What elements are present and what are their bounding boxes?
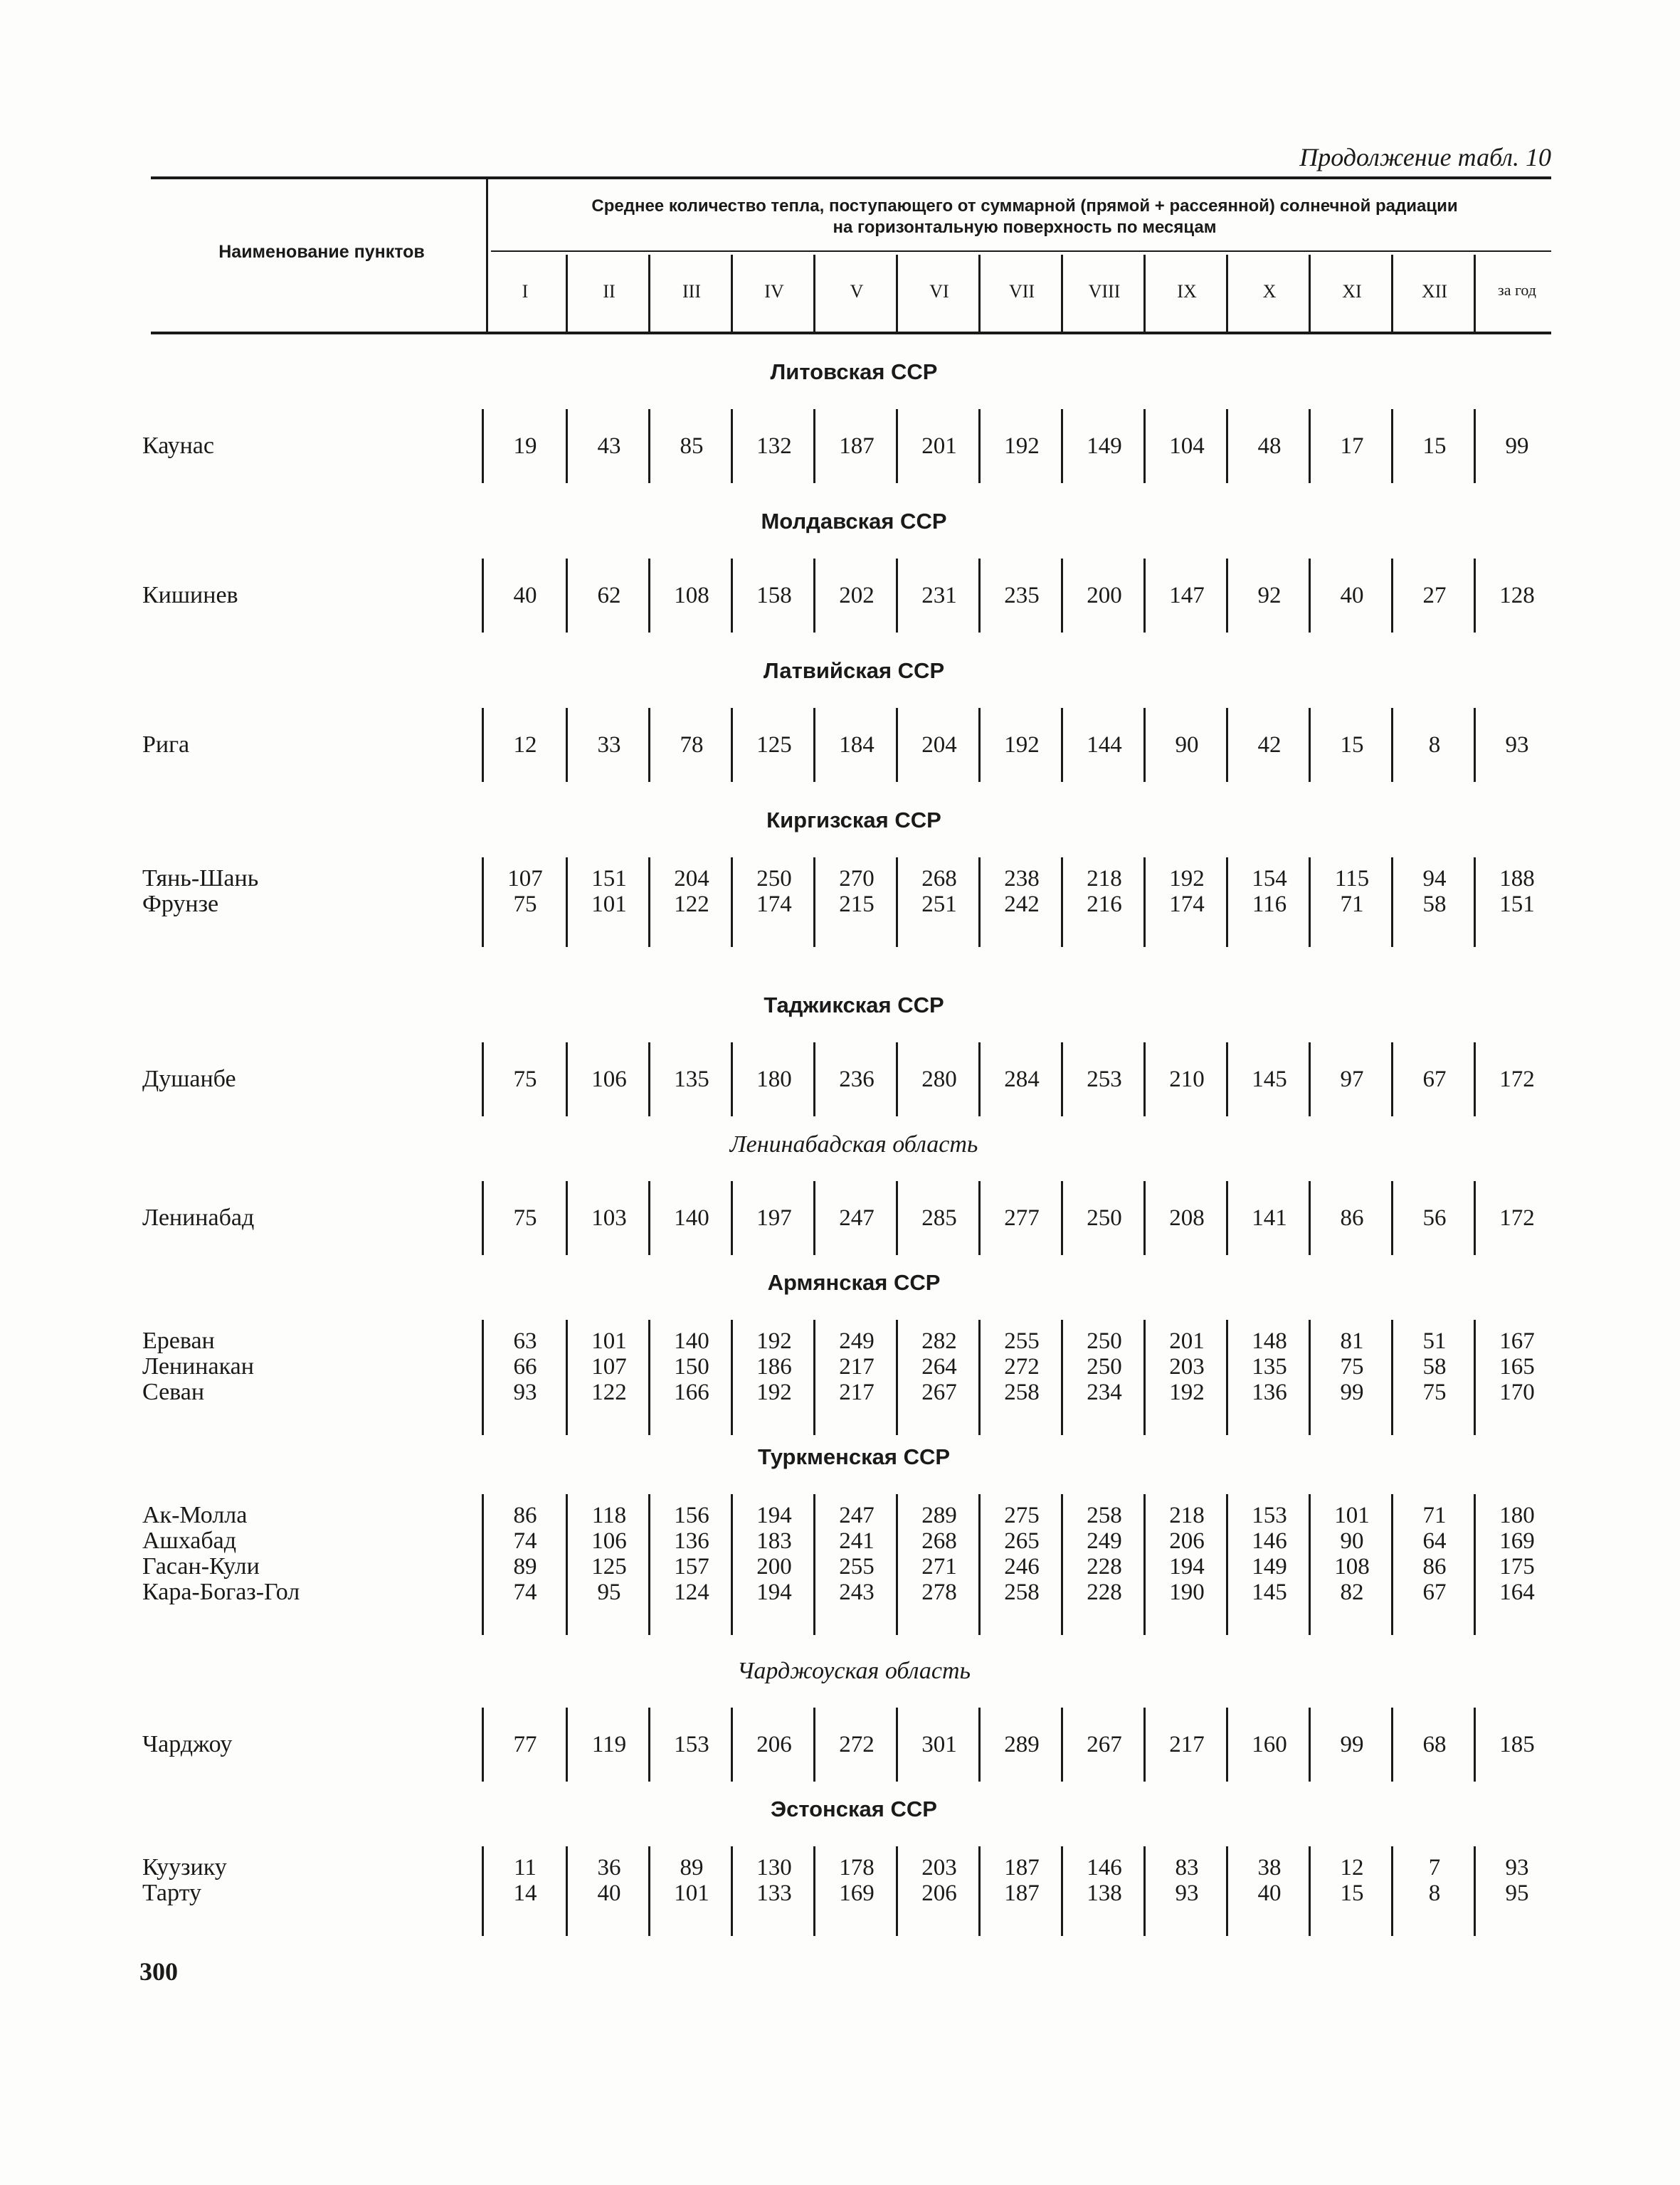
section-title: Туркменская ССР: [757, 1444, 951, 1469]
table-cell: 136: [1252, 1380, 1287, 1405]
table-cell: 125: [591, 1554, 627, 1580]
table-cell: 194: [1169, 1554, 1205, 1580]
table-cell: 217: [1169, 1732, 1205, 1757]
table-cell: 241: [839, 1528, 875, 1554]
table-cell: 242: [1004, 892, 1040, 917]
table-cell: 93: [1505, 1855, 1529, 1880]
month-header: VI: [929, 281, 949, 302]
table-cell: 58: [1422, 892, 1447, 917]
table-cell: 249: [1087, 1528, 1122, 1554]
section-title: Армянская ССР: [767, 1270, 941, 1295]
month-header: V: [850, 281, 864, 302]
month-header: IX: [1177, 281, 1197, 302]
table-cell: 169: [839, 1880, 875, 1906]
table-cell: 15: [1340, 1880, 1364, 1906]
continuation-label: Продолжение табл. 10: [1299, 143, 1551, 171]
table-cell: 38: [1257, 1855, 1282, 1880]
section-title: Ленинабадская область: [729, 1131, 978, 1158]
table-cell: 93: [513, 1380, 537, 1405]
table-cell: 172: [1499, 1205, 1535, 1231]
table-cell: 145: [1252, 1580, 1287, 1605]
table-cell: 247: [839, 1503, 875, 1528]
table-cell: 158: [756, 583, 792, 608]
month-header: VII: [1008, 281, 1035, 302]
table-cell: 150: [674, 1354, 709, 1380]
table-cell: 247: [839, 1205, 875, 1231]
table-cell: 115: [1334, 866, 1370, 892]
table-cell: 104: [1169, 433, 1205, 459]
table-cell: 183: [756, 1528, 792, 1554]
table-cell: 251: [921, 892, 957, 917]
table-cell: 122: [591, 1380, 627, 1405]
header-column-divider: [486, 179, 488, 332]
table-cell: 202: [839, 583, 875, 608]
table-cell: 203: [921, 1855, 957, 1880]
table-cell: 92: [1257, 583, 1282, 608]
table-cell: 170: [1499, 1380, 1535, 1405]
table-cell: 75: [513, 1067, 537, 1092]
table-cell: 128: [1499, 583, 1535, 608]
table-cell: 140: [674, 1205, 709, 1231]
table-cell: 216: [1087, 892, 1122, 917]
table-cell: 68: [1422, 1732, 1447, 1757]
table-cell: 12: [1340, 1855, 1364, 1880]
table-cell: 258: [1087, 1503, 1122, 1528]
table-cell: 27: [1422, 583, 1447, 608]
table-cell: 15: [1422, 433, 1447, 459]
table-cell: 250: [1087, 1328, 1122, 1354]
station-name: Фрунзе: [142, 891, 219, 917]
table-cell: 272: [1004, 1354, 1040, 1380]
table-cell: 83: [1175, 1855, 1199, 1880]
month-header: за год: [1498, 281, 1536, 299]
table-cell: 149: [1252, 1554, 1287, 1580]
table-cell: 63: [513, 1328, 537, 1354]
table-cell: 175: [1499, 1554, 1535, 1580]
table-cell: 265: [1004, 1528, 1040, 1554]
table-cell: 58: [1422, 1354, 1447, 1380]
table-cell: 208: [1169, 1205, 1205, 1231]
table-cell: 125: [756, 732, 792, 758]
table-cell: 255: [839, 1554, 875, 1580]
station-name: Ленинакан: [142, 1353, 254, 1380]
table-cell: 97: [1340, 1067, 1364, 1092]
table-cell: 201: [921, 433, 957, 459]
table-cell: 180: [756, 1067, 792, 1092]
table-cell: 217: [839, 1354, 875, 1380]
table-cell: 56: [1422, 1205, 1447, 1231]
table-cell: 217: [839, 1380, 875, 1405]
table-cell: 75: [513, 1205, 537, 1231]
table-cell: 187: [839, 433, 875, 459]
table-cell: 178: [839, 1855, 875, 1880]
table-cell: 75: [1340, 1354, 1364, 1380]
table-cell: 147: [1169, 583, 1205, 608]
section-title: Молдавская ССР: [761, 509, 947, 534]
table-cell: 106: [591, 1528, 627, 1554]
table-cell: 135: [674, 1067, 709, 1092]
table-cell: 275: [1004, 1503, 1040, 1528]
station-name: Душанбе: [142, 1066, 236, 1092]
table-cell: 238: [1004, 866, 1040, 892]
station-name: Куузику: [142, 1854, 227, 1880]
table-cell: 180: [1499, 1503, 1535, 1528]
table-cell: 278: [921, 1580, 957, 1605]
table-cell: 86: [1422, 1554, 1447, 1580]
table-cell: 192: [756, 1328, 792, 1354]
table-cell: 148: [1252, 1328, 1287, 1354]
table-cell: 8: [1428, 732, 1441, 758]
table-cell: 206: [756, 1732, 792, 1757]
table-cell: 188: [1499, 866, 1535, 892]
table-cell: 62: [597, 583, 621, 608]
header-divider: [491, 250, 1551, 252]
table-cell: 285: [921, 1205, 957, 1231]
table-cell: 145: [1252, 1067, 1287, 1092]
table-cell: 289: [921, 1503, 957, 1528]
table-title: [498, 196, 1551, 238]
top-rule: [151, 176, 1551, 179]
table-cell: 153: [674, 1732, 709, 1757]
table-cell: 101: [674, 1880, 709, 1906]
table-cell: 258: [1004, 1380, 1040, 1405]
table-cell: 89: [680, 1855, 704, 1880]
table-cell: 190: [1169, 1580, 1205, 1605]
table-cell: 141: [1252, 1205, 1287, 1231]
table-cell: 258: [1004, 1580, 1040, 1605]
table-cell: 255: [1004, 1328, 1040, 1354]
table-cell: 82: [1340, 1580, 1364, 1605]
table-cell: 153: [1252, 1503, 1287, 1528]
table-cell: 12: [513, 732, 537, 758]
table-cell: 151: [591, 866, 627, 892]
header-column-divider: [896, 255, 898, 332]
table-cell: 206: [1169, 1528, 1205, 1554]
table-cell: 194: [756, 1580, 792, 1605]
table-cell: 75: [1422, 1380, 1447, 1405]
table-cell: 101: [591, 892, 627, 917]
table-cell: 272: [839, 1732, 875, 1757]
header-column-divider: [813, 255, 815, 332]
table-cell: 268: [921, 1528, 957, 1554]
table-cell: 218: [1169, 1503, 1205, 1528]
table-cell: 201: [1169, 1328, 1205, 1354]
table-cell: 43: [597, 433, 621, 459]
table-cell: 67: [1422, 1580, 1447, 1605]
table-cell: 235: [1004, 583, 1040, 608]
table-cell: 284: [1004, 1067, 1040, 1092]
header-column-divider: [731, 255, 733, 332]
table-cell: 246: [1004, 1554, 1040, 1580]
station-name: Каунас: [142, 433, 214, 459]
table-cell: 106: [591, 1067, 627, 1092]
section-title: Латвийская ССР: [763, 658, 945, 683]
table-cell: 228: [1087, 1554, 1122, 1580]
table-cell: 200: [1087, 583, 1122, 608]
header-column-divider: [1391, 255, 1393, 332]
table-cell: 75: [513, 892, 537, 917]
table-cell: 231: [921, 583, 957, 608]
section-title: Литовская ССР: [770, 359, 938, 384]
table-cell: 101: [1334, 1503, 1370, 1528]
table-cell: 40: [597, 1880, 621, 1906]
table-cell: 66: [513, 1354, 537, 1380]
table-cell: 86: [1340, 1205, 1364, 1231]
table-cell: 40: [513, 583, 537, 608]
table-cell: 77: [513, 1732, 537, 1757]
table-cell: 218: [1087, 866, 1122, 892]
section-title: Таджикская ССР: [764, 993, 944, 1017]
table-cell: 301: [921, 1732, 957, 1757]
table-cell: 169: [1499, 1528, 1535, 1554]
table-cell: 165: [1499, 1354, 1535, 1380]
station-name: Кара-Богаз-Гол: [142, 1579, 300, 1605]
table-cell: 154: [1252, 866, 1287, 892]
table-cell: 95: [1505, 1880, 1529, 1906]
table-cell: 64: [1422, 1528, 1447, 1554]
table-cell: 116: [1252, 892, 1287, 917]
table-cell: 40: [1340, 583, 1364, 608]
table-cell: 156: [674, 1503, 709, 1528]
section-title: Эстонская ССР: [771, 1797, 937, 1821]
table-cell: 200: [756, 1554, 792, 1580]
table-title-line1: Среднее количество тепла, поступающего от суммарной (прямой + рассеянной) солнечной радиации: [591, 196, 1458, 216]
station-name: Рига: [142, 731, 190, 758]
table-cell: 140: [674, 1328, 709, 1354]
table-cell: 267: [921, 1380, 957, 1405]
station-name: Тянь-Шань: [142, 865, 259, 892]
table-cell: 243: [839, 1580, 875, 1605]
table-cell: 192: [756, 1380, 792, 1405]
table-cell: 17: [1340, 433, 1364, 459]
station-column-header: Наименование пунктов: [218, 242, 425, 262]
table-cell: 166: [674, 1380, 709, 1405]
table-cell: 157: [674, 1554, 709, 1580]
table-cell: 94: [1422, 866, 1447, 892]
table-cell: 138: [1087, 1880, 1122, 1906]
table-cell: 185: [1499, 1732, 1535, 1757]
table-cell: 206: [921, 1880, 957, 1906]
month-header: III: [682, 281, 701, 302]
table-cell: 14: [513, 1880, 537, 1906]
table-cell: 48: [1257, 433, 1282, 459]
table-cell: 90: [1340, 1528, 1364, 1554]
table-cell: 74: [513, 1580, 537, 1605]
table-cell: 81: [1340, 1328, 1364, 1354]
table-cell: 74: [513, 1528, 537, 1554]
table-cell: 151: [1499, 892, 1535, 917]
station-name: Чарджоу: [142, 1731, 233, 1757]
table-cell: 107: [507, 866, 543, 892]
station-name: Ереван: [142, 1328, 215, 1354]
table-cell: 11: [514, 1855, 537, 1880]
table-cell: 250: [1087, 1205, 1122, 1231]
table-cell: 40: [1257, 1880, 1282, 1906]
month-header: II: [603, 281, 616, 302]
month-header: I: [522, 281, 529, 302]
table-cell: 99: [1505, 433, 1529, 459]
section-title: Чарджоуская область: [737, 1658, 971, 1684]
table-cell: 15: [1340, 732, 1364, 758]
table-cell: 192: [1169, 866, 1205, 892]
month-header: XI: [1342, 281, 1362, 302]
header-column-divider: [1143, 255, 1146, 332]
table-cell: 194: [756, 1503, 792, 1528]
table-cell: 234: [1087, 1380, 1122, 1405]
table-cell: 167: [1499, 1328, 1535, 1354]
table-cell: 204: [674, 866, 709, 892]
table-cell: 71: [1340, 892, 1364, 917]
month-header: IV: [764, 281, 784, 302]
table-cell: 174: [756, 892, 792, 917]
table-cell: 124: [674, 1580, 709, 1605]
table-cell: 89: [513, 1554, 537, 1580]
station-name: Ленинабад: [142, 1205, 255, 1231]
table-cell: 270: [839, 866, 875, 892]
table-cell: 174: [1169, 892, 1205, 917]
table-cell: 186: [756, 1354, 792, 1380]
table-cell: 204: [921, 732, 957, 758]
header-column-divider: [1309, 255, 1311, 332]
table-cell: 289: [1004, 1732, 1040, 1757]
table-cell: 118: [591, 1503, 627, 1528]
header-column-divider: [566, 255, 568, 332]
table-cell: 122: [674, 892, 709, 917]
table-cell: 7: [1428, 1855, 1441, 1880]
month-header: X: [1262, 281, 1277, 302]
table-cell: 19: [513, 433, 537, 459]
table-cell: 8: [1428, 1880, 1441, 1906]
table-cell: 136: [674, 1528, 709, 1554]
table-cell: 164: [1499, 1580, 1535, 1605]
table-cell: 33: [597, 732, 621, 758]
table-cell: 172: [1499, 1067, 1535, 1092]
table-cell: 67: [1422, 1067, 1447, 1092]
table-cell: 146: [1087, 1855, 1122, 1880]
table-cell: 93: [1505, 732, 1529, 758]
station-name: Севан: [142, 1379, 205, 1405]
table-cell: 103: [591, 1205, 627, 1231]
table-cell: 228: [1087, 1580, 1122, 1605]
table-cell: 184: [839, 732, 875, 758]
table-cell: 85: [680, 433, 704, 459]
table-cell: 277: [1004, 1205, 1040, 1231]
station-name: Ашхабад: [142, 1528, 237, 1554]
header-column-divider: [648, 255, 650, 332]
station-name: Гасан-Кули: [142, 1553, 260, 1580]
table-cell: 264: [921, 1354, 957, 1380]
table-cell: 250: [1087, 1354, 1122, 1380]
table-cell: 108: [1334, 1554, 1370, 1580]
table-cell: 149: [1087, 433, 1122, 459]
table-cell: 144: [1087, 732, 1122, 758]
table-cell: 253: [1087, 1067, 1122, 1092]
table-cell: 133: [756, 1880, 792, 1906]
table-cell: 36: [597, 1855, 621, 1880]
table-cell: 215: [839, 892, 875, 917]
header-column-divider: [1226, 255, 1228, 332]
table-cell: 249: [839, 1328, 875, 1354]
table-cell: 90: [1175, 732, 1199, 758]
table-cell: 280: [921, 1067, 957, 1092]
station-name: Ак-Молла: [142, 1502, 248, 1528]
table-cell: 93: [1175, 1880, 1199, 1906]
section-title: Киргизская ССР: [766, 808, 941, 832]
month-header: XII: [1421, 281, 1448, 302]
table-cell: 187: [1004, 1855, 1040, 1880]
table-cell: 99: [1340, 1732, 1364, 1757]
table-cell: 78: [680, 732, 704, 758]
table-cell: 192: [1004, 732, 1040, 758]
header-column-divider: [1474, 255, 1476, 332]
month-header: VIII: [1088, 281, 1121, 302]
table-cell: 210: [1169, 1067, 1205, 1092]
table-cell: 107: [591, 1354, 627, 1380]
table-cell: 132: [756, 433, 792, 459]
table-cell: 250: [756, 866, 792, 892]
table-cell: 135: [1252, 1354, 1287, 1380]
table-cell: 51: [1422, 1328, 1447, 1354]
table-cell: 119: [591, 1732, 627, 1757]
table-cell: 42: [1257, 732, 1282, 758]
table-title-line2: на горизонтальную поверхность по месяцам: [833, 218, 1217, 237]
header-column-divider: [978, 255, 981, 332]
table-cell: 146: [1252, 1528, 1287, 1554]
table-cell: 203: [1169, 1354, 1205, 1380]
table-cell: 192: [1004, 433, 1040, 459]
header-column-divider: [1061, 255, 1063, 332]
table-cell: 282: [921, 1328, 957, 1354]
table-cell: 108: [674, 583, 709, 608]
table-cell: 192: [1169, 1380, 1205, 1405]
header-bottom-rule: [151, 332, 1551, 334]
station-name: Тарту: [142, 1880, 201, 1906]
table-cell: 187: [1004, 1880, 1040, 1906]
table-cell: 271: [921, 1554, 957, 1580]
table-cell: 160: [1252, 1732, 1287, 1757]
table-cell: 95: [597, 1580, 621, 1605]
page-number: 300: [139, 1957, 178, 1986]
table-cell: 197: [756, 1205, 792, 1231]
station-name: Кишинев: [142, 582, 238, 608]
table-cell: 130: [756, 1855, 792, 1880]
table-cell: 99: [1340, 1380, 1364, 1405]
table-cell: 236: [839, 1067, 875, 1092]
table-cell: 267: [1087, 1732, 1122, 1757]
table-cell: 86: [513, 1503, 537, 1528]
table-cell: 268: [921, 866, 957, 892]
table-cell: 101: [591, 1328, 627, 1354]
table-cell: 71: [1422, 1503, 1447, 1528]
